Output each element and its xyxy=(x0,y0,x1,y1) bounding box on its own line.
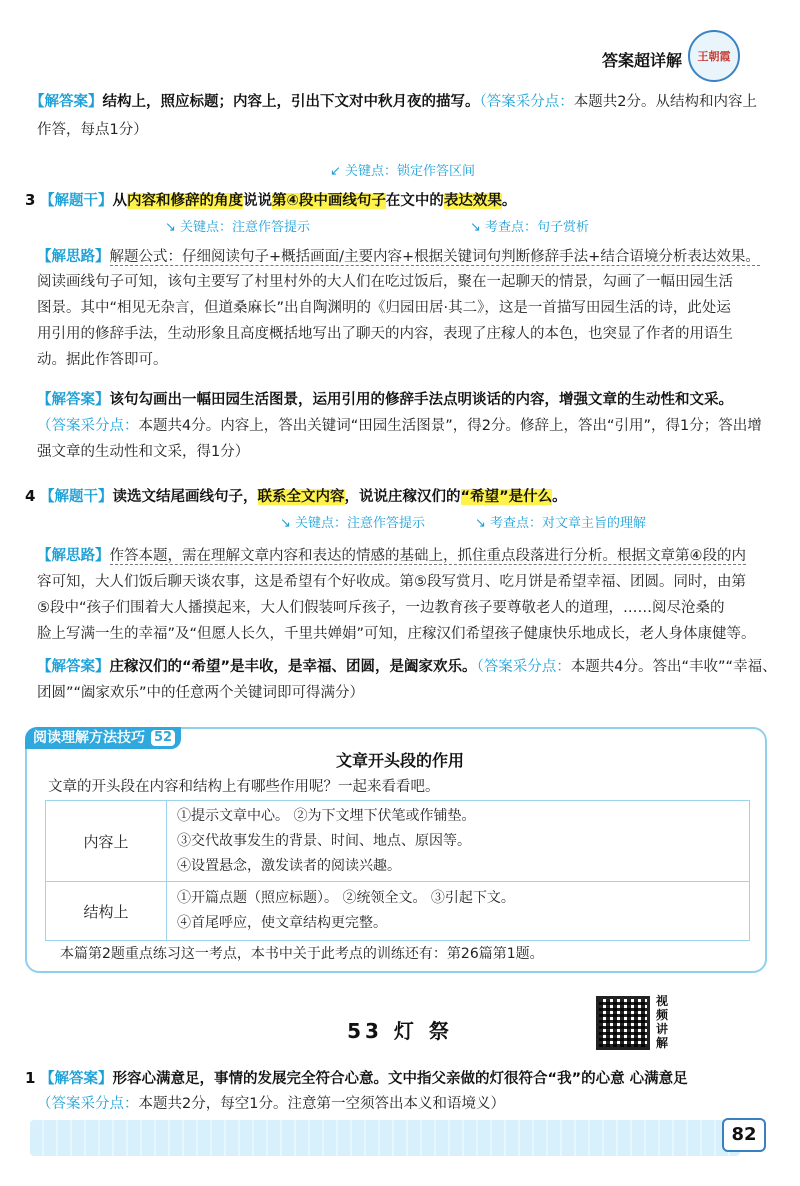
note-text: 考查点：句子赏析 xyxy=(485,220,590,235)
score-text: 本题共2分，每空1分。注意第一空须答出本义和语境义） xyxy=(138,1096,505,1112)
q3-note-right: ↘ 考查点：句子赏析 xyxy=(470,220,590,235)
think-line: 作答本题，需在理解文章内容和表达的情感的基础上，抓住重点段落进行分析。根据文章第④段的内 xyxy=(109,548,746,564)
stem-highlight: 表达效果 xyxy=(443,193,502,209)
q4-note-left: ↘ 关键点：注意作答提示 xyxy=(280,516,426,531)
stem-text: 在文中的 xyxy=(385,193,444,209)
stem-tag: 【解题干】 xyxy=(40,489,113,505)
page-number: 82 xyxy=(722,1118,766,1152)
qr-code-icon[interactable] xyxy=(596,996,650,1050)
think-line: 脸上写满一生的幸福”及“但愿人长久，千里共婵娟”可知，庄稼汉们希望孩子健康快乐地成长，老人身体康健等。 xyxy=(37,626,756,642)
answer-text: 形容心满意足，事情的发展完全符合心意。文中指父亲做的灯很符合“我”的心意 心满意足 xyxy=(112,1071,688,1087)
method-table xyxy=(45,800,750,941)
logo-text: 王朝霞 xyxy=(697,50,731,63)
q4-note-right: ↘ 考查点：对文章主旨的理解 xyxy=(475,516,647,531)
stem-text: 说说 xyxy=(243,193,273,209)
note-text: 关键点：注意作答提示 xyxy=(295,516,426,531)
stem-text: 。 xyxy=(552,489,567,505)
table-content-cell xyxy=(167,882,750,941)
note-text: 关键点：锁定作答区间 xyxy=(345,164,476,179)
table-line: ④设置悬念，激发读者的阅读兴趣。 xyxy=(177,857,401,874)
article-title: 53 灯 祭 xyxy=(347,1019,453,1043)
think-line: 容可知，大人们饭后聊天谈农事，这是希望有个好收成。第⑤段写赏月、吃月饼是希望幸福、团圆。同时，由第 xyxy=(37,574,746,590)
method-tag xyxy=(25,727,181,749)
q3-think-block xyxy=(37,245,772,373)
block1-score-line2: 作答，每点1分） xyxy=(37,122,148,138)
table-row xyxy=(46,882,750,941)
answer-tag: 【解答案】 xyxy=(40,1071,113,1087)
table-category-cell: 内容上 xyxy=(46,801,167,882)
method-footer: 本篇第2题重点练习这一考点，本书中关于此考点的训练还有：第26篇第1题。 xyxy=(60,946,544,962)
think-line: 用引用的修辞手法，生动形象且高度概括地写出了聊天的内容，表现了庄稼人的本色，也突显了作者的用语生 xyxy=(37,326,733,342)
q4-think-block xyxy=(37,543,772,647)
note-text: 考查点：对文章主旨的理解 xyxy=(490,516,647,531)
table-row xyxy=(46,801,750,882)
score-text: 本题共4分。答出“丰收”“幸福、 xyxy=(570,659,777,675)
stem-highlight: “希望”是什么 xyxy=(460,489,553,505)
a1-answer-line xyxy=(25,1066,688,1091)
think-tag: 【解思路】 xyxy=(37,548,110,564)
question-number: 4 xyxy=(25,487,36,505)
score-tag: （答案采分点： xyxy=(476,659,571,675)
think-line: ⑤段中“孩子们围着大人播摸起来，大人们假装呵斥孩子，一边教育孩子要尊敬老人的道理，……阅尽沧桑的 xyxy=(37,600,725,616)
block1-answer-line xyxy=(30,90,757,114)
answer-tag: 【解答案】 xyxy=(37,392,110,408)
question-number: 3 xyxy=(25,191,36,209)
stem-highlight: 联系全文内容 xyxy=(257,489,345,505)
answer-text: 庄稼汉们的“希望”是丰收，是幸福、团圆，是阖家欢乐。 xyxy=(109,659,477,675)
video-label[interactable]: 视频讲解 xyxy=(656,994,669,1050)
answer-text: 结构上，照应标题；内容上，引出下文对中秋月夜的描写。 xyxy=(102,94,480,110)
table-line: ①开篇点题（照应标题）。 ②统领全文。 ③引起下文。 xyxy=(177,890,515,906)
stem-text: 从 xyxy=(112,193,128,209)
bottom-decor-bar xyxy=(30,1120,740,1156)
q3-answer-line xyxy=(37,388,733,412)
table-content-cell xyxy=(167,801,750,882)
method-title: 文章开头段的作用 xyxy=(335,751,464,770)
table-line: ④首尾呼应，使文章结构更完整。 xyxy=(177,915,387,931)
q4-answer-line xyxy=(37,655,777,679)
stem-tag: 【解题干】 xyxy=(40,193,113,209)
header-title: 答案超详解 xyxy=(601,51,682,70)
stem-text: 读选文结尾画线句子， xyxy=(112,489,258,505)
score-tag: （答案采分点： xyxy=(37,1096,139,1112)
score-text: 本题共4分。内容上，答出关键词“田园生活图景”，得2分。修辞上，答出“引用”，得1分；答出增 xyxy=(138,418,762,434)
score-tag: （答案采分点： xyxy=(479,94,574,110)
think-line: 图景。其中“相见无杂言，但道桑麻长”出自陶渊明的《归园田居·其二》，这是一首描写田园生活的诗，此处运 xyxy=(37,300,731,316)
q3-note-left: ↘ 关键点：注意作答提示 xyxy=(165,220,311,235)
answer-tag: 【解答案】 xyxy=(30,94,103,110)
score-text: 本题共2分。从结构和内容上 xyxy=(573,94,757,110)
q3-note-top: ↙ 关键点：锁定作答区间 xyxy=(330,164,476,179)
stem-text: 。 xyxy=(501,193,517,209)
answer-text: 该句勾画出一幅田园生活图景，运用引用的修辞手法点明谈话的内容，增强文章的生动性和文采。 xyxy=(109,392,733,408)
q3-score-line1 xyxy=(37,414,762,438)
a1-score-line xyxy=(37,1092,505,1116)
think-line: 阅读画线句子可知，该句主要写了村里村外的大人们在吃过饭后，聚在一起聊天的情景，勾画了一幅田园生活 xyxy=(37,274,733,290)
question-number: 1 xyxy=(25,1069,36,1087)
score-tag: （答案采分点： xyxy=(37,418,139,434)
method-intro: 文章的开头段在内容和结构上有哪些作用呢？一起来看看吧。 xyxy=(48,779,440,795)
note-text: 关键点：注意作答提示 xyxy=(180,220,311,235)
table-category-cell: 结构上 xyxy=(46,882,167,941)
stem-highlight: 第④段中画线句子 xyxy=(272,193,386,209)
q4-score-line2: 团圆”“阖家欢乐”中的任意两个关键词即可得满分） xyxy=(37,685,365,701)
method-number-badge: 52 xyxy=(151,730,175,746)
answer-tag: 【解答案】 xyxy=(37,659,110,675)
q4-stem-line xyxy=(25,484,567,509)
table-line: ①提示文章中心。 ②为下文埋下伏笔或作铺垫。 xyxy=(177,807,476,824)
q3-stem-line xyxy=(25,188,516,213)
think-line: 动。据此作答即可。 xyxy=(37,352,168,368)
think-line: 解题公式：仔细阅读句子+概括画面/主要内容+根据关键词句判断修辞手法+结合语境分析表达效果。 xyxy=(109,249,760,265)
think-tag: 【解思路】 xyxy=(37,249,110,265)
method-tag-label: 阅读理解方法技巧 xyxy=(33,730,145,746)
stem-text: ，说说庄稼汉们的 xyxy=(344,489,461,505)
table-line: ③交代故事发生的背景、时间、地点、原因等。 xyxy=(177,832,471,849)
q3-score-line2: 强文章的生动性和文采，得1分） xyxy=(37,444,250,460)
stem-highlight: 内容和修辞的角度 xyxy=(127,193,244,209)
brand-logo xyxy=(688,30,740,82)
